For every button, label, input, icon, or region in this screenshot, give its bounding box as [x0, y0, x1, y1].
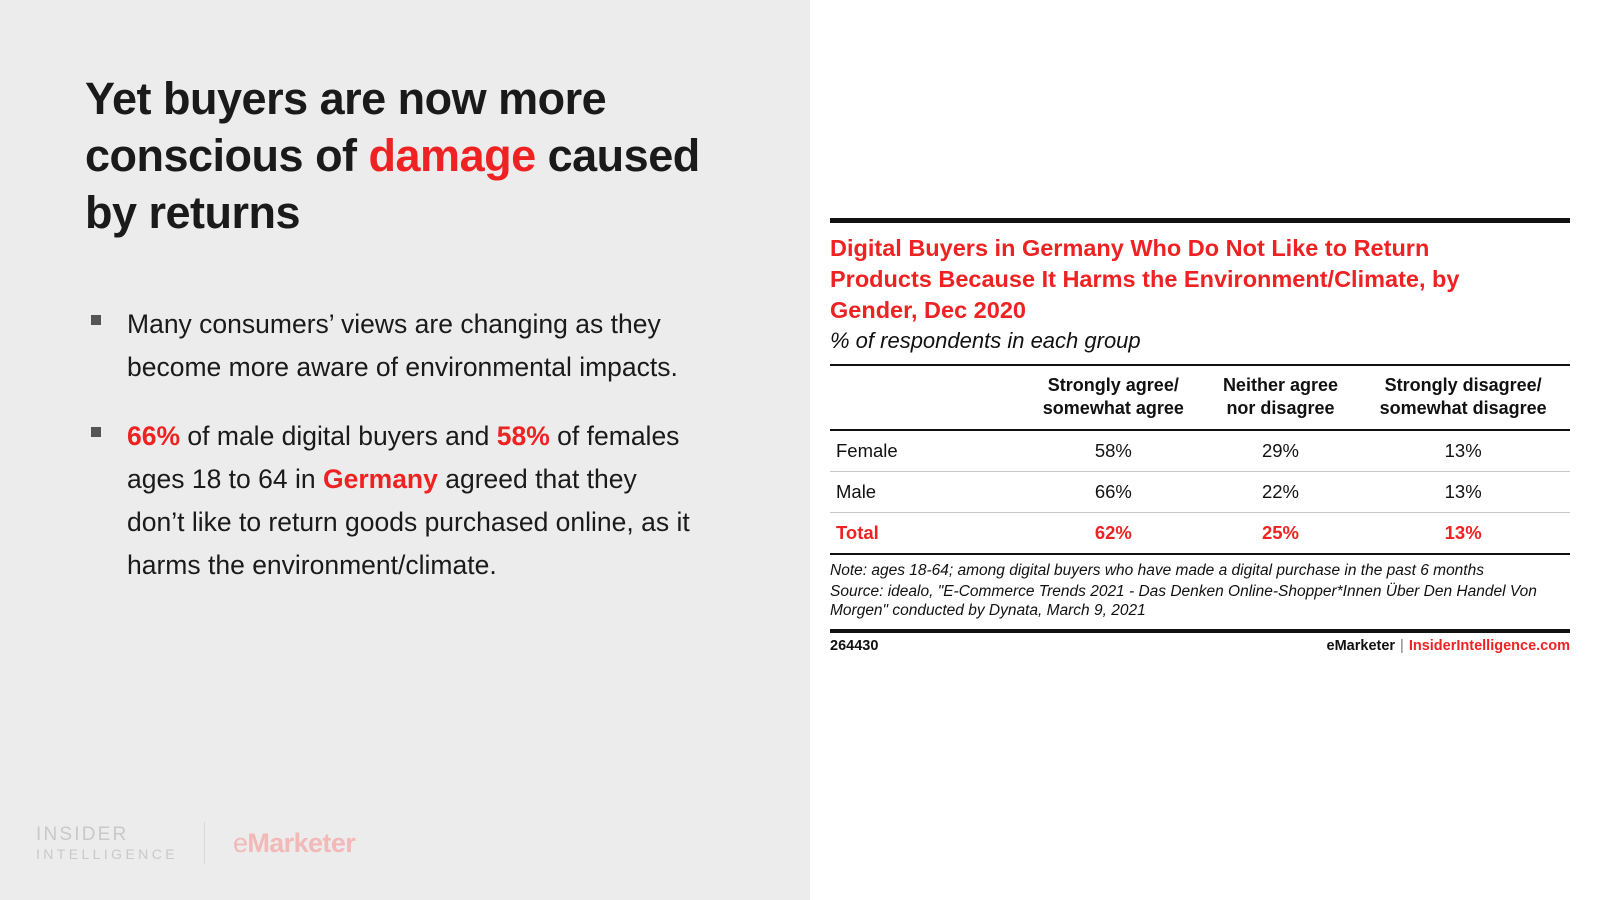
chart-note: Note: ages 18-64; among digital buyers who have made a digital purchase in the past 6 months	[830, 562, 1484, 580]
column-header-line-2: nor disagree	[1226, 397, 1335, 418]
footer-emarketer-e: e	[1326, 637, 1335, 654]
headline-part-1: Yet buyers are now more conscious of	[85, 73, 607, 182]
bullet-text: of male digital buyers and	[180, 421, 497, 452]
chart-footer	[830, 638, 1570, 654]
row-label-female: Female	[830, 430, 1022, 472]
table-row	[830, 472, 1570, 513]
logo-line-insider: INSIDER	[36, 824, 129, 846]
headline-part-2: caused by returns	[85, 130, 700, 239]
cell-male-disagree: 13%	[1356, 472, 1570, 513]
chart-bottom-rule	[830, 629, 1570, 633]
footer-separator: |	[1400, 637, 1404, 654]
chart-source: Source: idealo, "E-Commerce Trends 2021 - Das Denken Online-Shopper*Innen Über Den Handel Von Morgen" conducted by Dynata, March 9, 2021	[830, 582, 1537, 619]
cell-female-agree: 58%	[1022, 430, 1205, 472]
table-body	[830, 430, 1570, 554]
table-header	[830, 365, 1570, 430]
table-row	[830, 430, 1570, 472]
column-header-line-1: Strongly disagree/	[1384, 375, 1542, 396]
insider-intelligence-logo	[36, 824, 178, 862]
bullet-list	[85, 303, 695, 587]
headline-accent-word: damage	[368, 130, 536, 182]
logo-line-intelligence: INTELLIGENCE	[36, 845, 178, 862]
column-header-neither	[1205, 365, 1357, 430]
table-header-row	[830, 365, 1570, 430]
cell-male-agree: 66%	[1022, 472, 1205, 513]
chart-subtitle: % of respondents in each group	[830, 328, 1141, 354]
bullet-text: of females ages 18 to 64 in	[127, 421, 680, 495]
column-header-line-2: somewhat disagree	[1379, 397, 1547, 418]
emarketer-logo-name: Marketer	[247, 827, 356, 858]
bullet-text: agreed that they don’t like to return goods purchased online, as it harms the environment/climate.	[127, 464, 690, 581]
chart-panel	[810, 0, 1600, 900]
bullet-square-icon	[91, 427, 101, 437]
column-header-strongly-disagree	[1356, 365, 1570, 430]
chart-card	[830, 218, 1570, 654]
logo-divider	[204, 822, 205, 864]
footer-site-link[interactable]: InsiderIntelligence.com	[1408, 637, 1570, 654]
chart-top-rule	[830, 218, 1570, 223]
column-header-group	[830, 365, 1022, 430]
brand-logo	[36, 822, 355, 864]
column-header-strongly-agree	[1022, 365, 1205, 430]
footer-brand	[1327, 638, 1570, 654]
cell-female-disagree: 13%	[1356, 430, 1570, 472]
cell-total-agree: 62%	[1022, 513, 1205, 555]
chart-title: Digital Buyers in Germany Who Do Not Like to Return Products Because It Harms the Environment/Climate, by Gender, Dec 2020	[830, 235, 1460, 324]
chart-id: 264430	[830, 637, 879, 654]
emarketer-logo-e: e	[232, 827, 248, 858]
page-title	[85, 70, 725, 241]
bullet-square-icon	[91, 315, 101, 325]
bullet-highlight-country: Germany	[322, 464, 438, 495]
cell-total-disagree: 13%	[1356, 513, 1570, 555]
emarketer-logo	[233, 828, 355, 859]
bullet-highlight-male-pct: 66%	[127, 421, 181, 452]
footer-emarketer-name: Marketer	[1334, 637, 1396, 654]
bullet-text: Many consumers’ views are changing as they become more aware of environmental impacts.	[127, 309, 678, 383]
column-header-line-2: somewhat agree	[1042, 397, 1184, 418]
column-header-line-1: Neither agree	[1222, 375, 1338, 396]
data-table	[830, 364, 1570, 555]
row-label-total: Total	[830, 513, 1022, 555]
bullet-highlight-female-pct: 58%	[496, 421, 550, 452]
row-label-male: Male	[830, 472, 1022, 513]
column-header-line-1: Strongly agree/	[1047, 375, 1179, 396]
list-item	[85, 303, 695, 389]
cell-total-neither: 25%	[1205, 513, 1357, 555]
cell-female-neither: 29%	[1205, 430, 1357, 472]
table-row-total	[830, 513, 1570, 555]
cell-male-neither: 22%	[1205, 472, 1357, 513]
list-item	[85, 415, 695, 587]
